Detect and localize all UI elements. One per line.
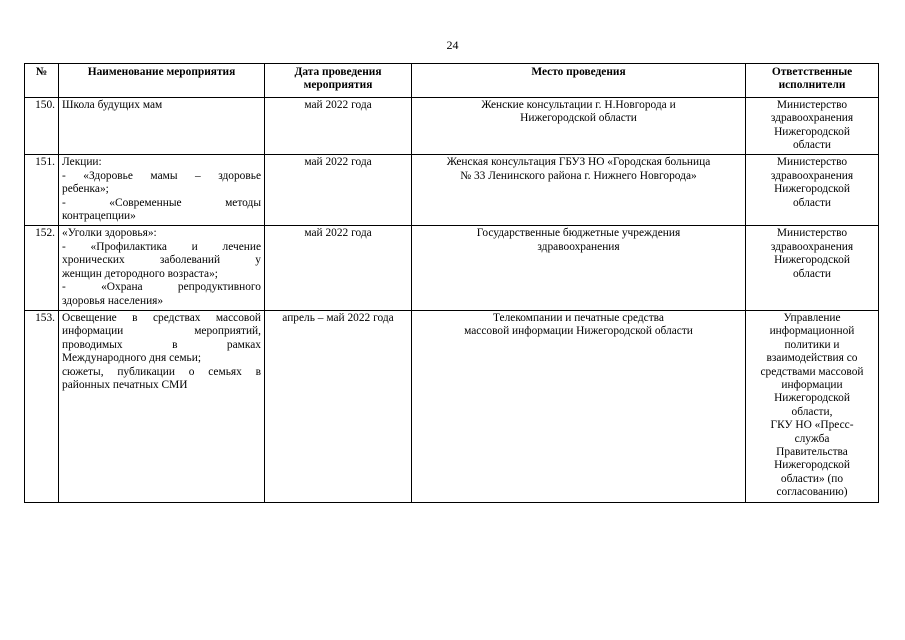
event-place: Женская консультация ГБУЗ НО «Городская больница № 33 Ленинского района г. Нижнего Новгорода» bbox=[412, 155, 746, 226]
row-number: 152. bbox=[25, 226, 59, 310]
event-responsible: Управление информационной политики и взаимодействия со средствами массовой информации Нижегородской области, ГКУ НО «Пресс- служба Правительства Нижегородской области» (по согласованию) bbox=[746, 310, 879, 502]
event-name: Освещение в средствах массовой информации мероприятий, проводимых в рамках Международного дня семьи; сюжеты, публикации о семьях в районных печатных СМИ bbox=[59, 310, 265, 502]
event-responsible: Министерство здравоохранения Нижегородской области bbox=[746, 97, 879, 155]
table-row bbox=[25, 226, 879, 310]
event-date: апрель – май 2022 года bbox=[265, 310, 412, 502]
events-table bbox=[24, 63, 879, 503]
page-number: 24 bbox=[446, 38, 459, 52]
event-name: Школа будущих мам bbox=[59, 97, 265, 155]
column-header-place: Место проведения bbox=[412, 64, 746, 98]
table-row bbox=[25, 310, 879, 502]
event-responsible: Министерство здравоохранения Нижегородской области bbox=[746, 226, 879, 310]
event-date: май 2022 года bbox=[265, 155, 412, 226]
column-header-number: № bbox=[25, 64, 59, 98]
event-responsible: Министерство здравоохранения Нижегородской области bbox=[746, 155, 879, 226]
row-number: 151. bbox=[25, 155, 59, 226]
column-header-name: Наименование мероприятия bbox=[59, 64, 265, 98]
event-place: Государственные бюджетные учреждения здравоохранения bbox=[412, 226, 746, 310]
event-place: Женские консультации г. Н.Новгорода и Нижегородской области bbox=[412, 97, 746, 155]
event-date: май 2022 года bbox=[265, 226, 412, 310]
event-name: «Уголки здоровья»: - «Профилактика и лечение хронических заболеваний у женщин детородного возраста»; - «Охрана репродуктивного здоровья населения» bbox=[59, 226, 265, 310]
event-date: май 2022 года bbox=[265, 97, 412, 155]
column-header-date: Дата проведения мероприятия bbox=[265, 64, 412, 98]
row-number: 153. bbox=[25, 310, 59, 502]
table-row bbox=[25, 155, 879, 226]
event-name: Лекции: - «Здоровье мамы – здоровье ребенка»; - «Современные методы контрацепции» bbox=[59, 155, 265, 226]
table-row bbox=[25, 97, 879, 155]
row-number: 150. bbox=[25, 97, 59, 155]
event-place: Телекомпании и печатные средства массовой информации Нижегородской области bbox=[412, 310, 746, 502]
column-header-responsible: Ответственные исполнители bbox=[746, 64, 879, 98]
table-header-row bbox=[25, 64, 879, 98]
